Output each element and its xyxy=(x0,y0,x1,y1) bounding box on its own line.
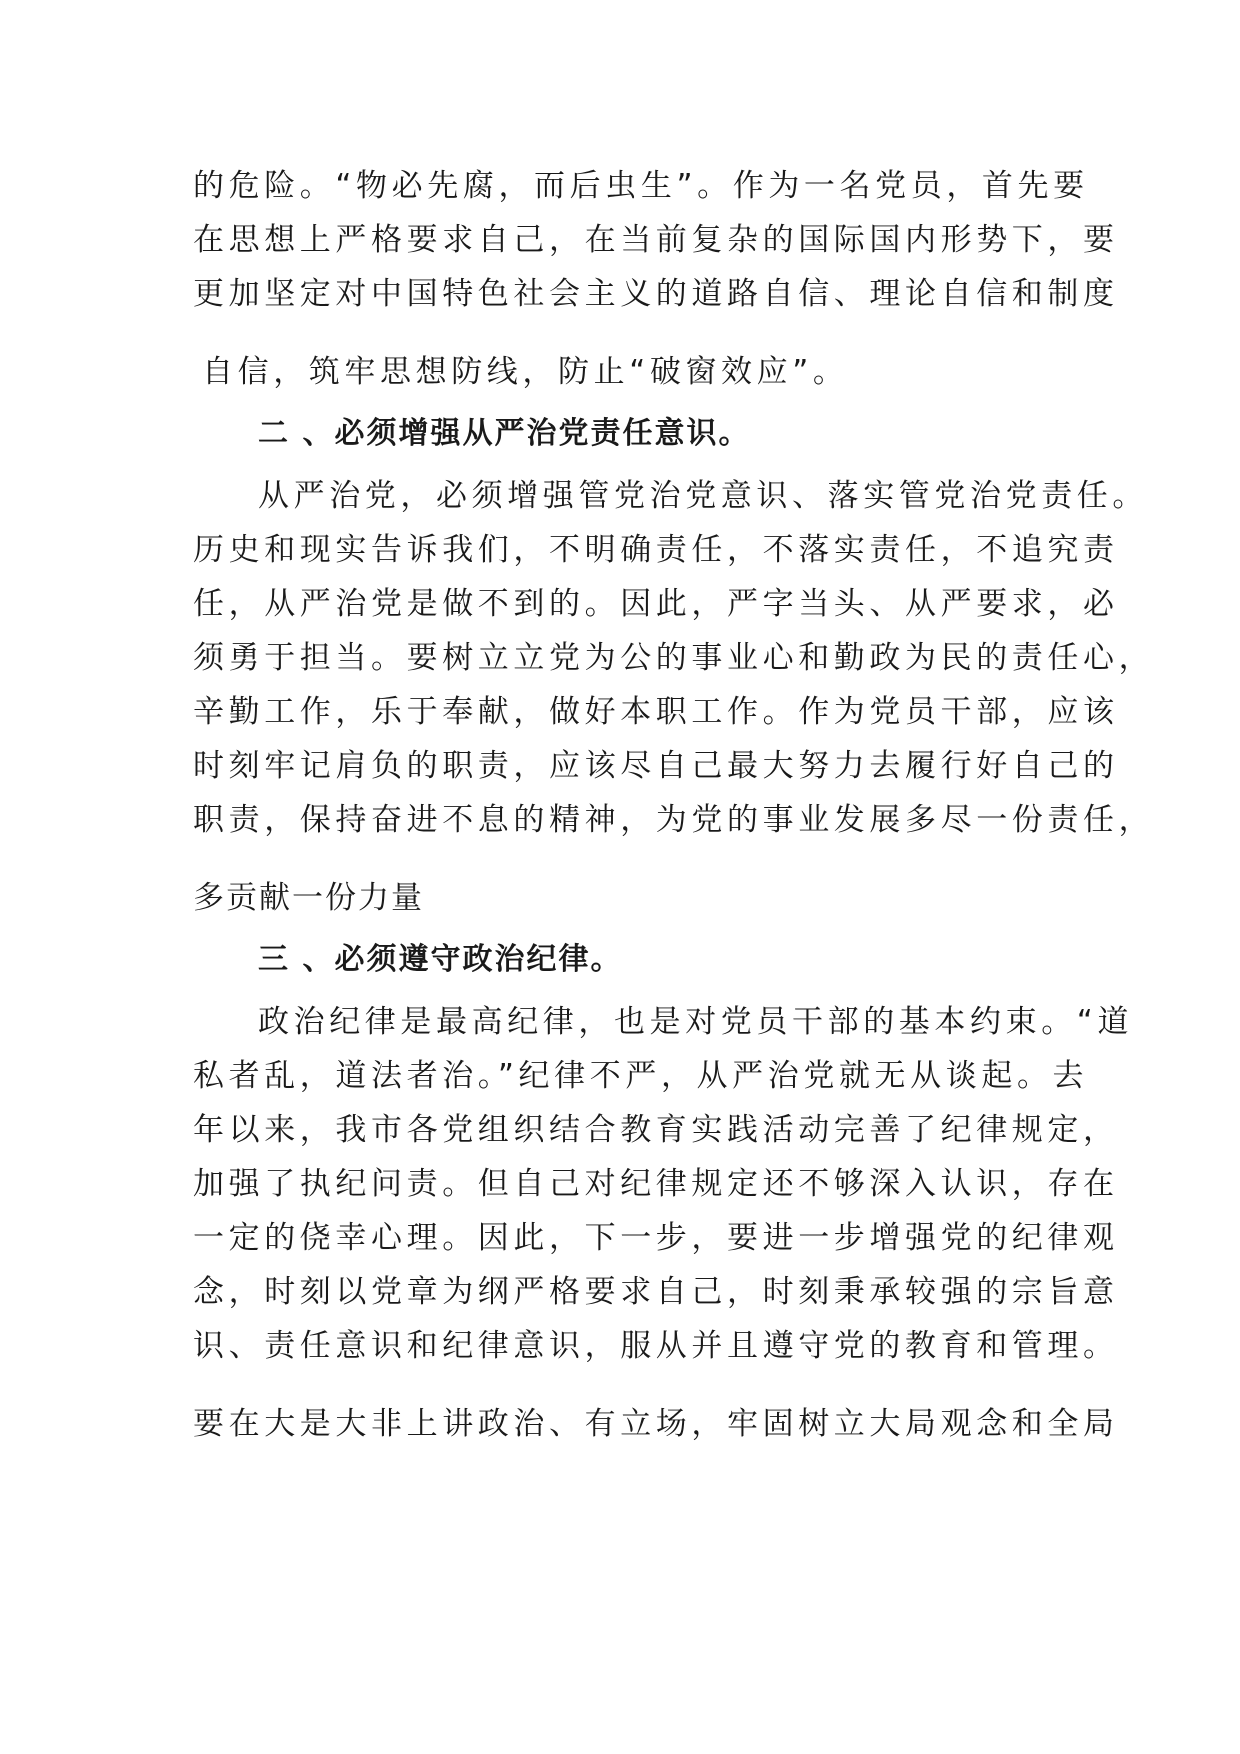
paragraph-line: 自信，筑牢思想防线，防止“破窗效应”。 xyxy=(202,354,849,390)
paragraph-line: 职责，保持奋进不息的精神，为党的事业发展多尽一份责任， xyxy=(193,802,1155,838)
paragraph-line: 从严治党，必须增强管党治党意识、落实管党治党责任。 xyxy=(258,478,1148,514)
paragraph-line: 在思想上严格要求自己，在当前复杂的国际国内形势下，要 xyxy=(193,222,1119,258)
paragraph-line: 须勇于担当。要树立立党为公的事业心和勤政为民的责任心， xyxy=(193,640,1155,676)
paragraph-line: 的危险。“物必先腐，而后虫生”。作为一名党员，首先要 xyxy=(193,168,1089,204)
paragraph-line: 要在大是大非上讲政治、有立场，牢固树立大局观念和全局 xyxy=(193,1406,1119,1442)
paragraph-line: 时刻牢记肩负的职责，应该尽自己最大努力去履行好自己的 xyxy=(193,748,1119,784)
paragraph-line: 加强了执纪问责。但自己对纪律规定还不够深入认识，存在 xyxy=(193,1166,1119,1202)
section-heading-3: 三 、必须遵守政治纪律。 xyxy=(258,942,623,977)
paragraph-line: 更加坚定对中国特色社会主义的道路自信、理论自信和制度 xyxy=(193,276,1119,312)
paragraph-line: 辛勤工作，乐于奉献，做好本职工作。作为党员干部，应该 xyxy=(193,694,1119,730)
paragraph-line: 识、责任意识和纪律意识，服从并且遵守党的教育和管理。 xyxy=(193,1328,1119,1364)
paragraph-line: 私者乱，道法者治。”纪律不严，从严治党就无从谈起。去 xyxy=(193,1058,1089,1094)
paragraph-line: 任，从严治党是做不到的。因此，严字当头、从严要求，必 xyxy=(193,586,1119,622)
paragraph-line: 年以来，我市各党组织结合教育实践活动完善了纪律规定， xyxy=(193,1112,1119,1148)
paragraph-line: 历史和现实告诉我们，不明确责任，不落实责任，不追究责 xyxy=(193,532,1119,568)
paragraph-line: 政治纪律是最高纪律，也是对党员干部的基本约束。“道 xyxy=(258,1004,1134,1040)
paragraph-line: 多贡献一份力量 xyxy=(193,880,424,916)
paragraph-line: 念，时刻以党章为纲严格要求自己，时刻秉承较强的宗旨意 xyxy=(193,1274,1119,1310)
paragraph-line: 一定的侥幸心理。因此，下一步，要进一步增强党的纪律观 xyxy=(193,1220,1119,1256)
section-heading-2: 二 、必须增强从严治党责任意识。 xyxy=(258,416,751,451)
